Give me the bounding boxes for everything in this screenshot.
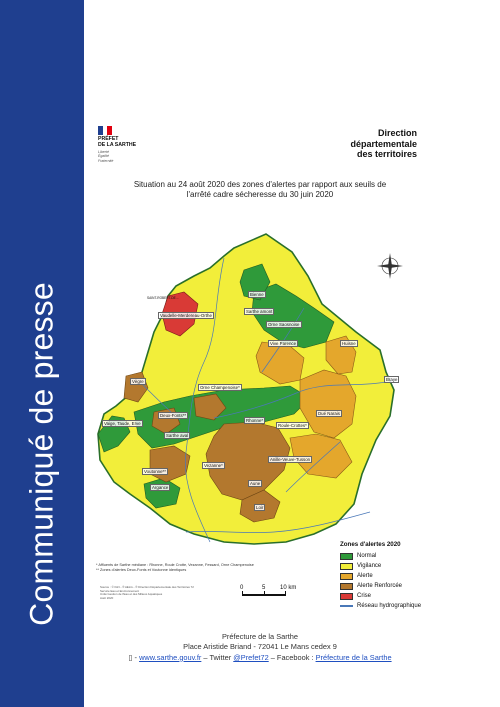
footer-line-1: Préfecture de la Sarthe	[221, 632, 298, 641]
direction-heading	[297, 128, 417, 160]
credit-line: Service Eau et Environnement	[100, 588, 140, 593]
zone-label: Argance	[152, 485, 169, 490]
legend-item-network	[340, 601, 450, 611]
prefet-logo	[98, 126, 158, 163]
commune-label: SAINT-ROBERT-DE...	[147, 296, 179, 300]
scale-tick	[285, 591, 286, 596]
zone-label: Sarthe amont	[246, 309, 273, 314]
zone-label: Vezanne*	[204, 463, 223, 468]
credit-line: Source : © IGN - ® AELG - ® Direction Départementale des Territoires 72	[100, 585, 194, 589]
zone-label: Bienne	[250, 292, 264, 297]
legend-label: Alerte	[357, 573, 373, 579]
scale-label: 0	[240, 585, 244, 591]
legend-item-crise	[340, 591, 450, 601]
zone-label: Braye	[386, 377, 398, 382]
zone-label: Loir	[256, 505, 264, 510]
legend-swatch	[340, 553, 353, 560]
footnote: * Affluents de Sarthe médiane : Rhonne, Roule Crotte, Vezanne, Fessard, Orne Champenoise	[96, 563, 254, 567]
logo-line-2: DE LA SARTHE	[98, 141, 137, 148]
zone-label: Rhonne*	[246, 418, 264, 423]
map-title-line-2: l'arrêté cadre sécheresse du 30 juin 2020	[186, 190, 334, 199]
map-title	[110, 180, 410, 200]
legend-title: Zones d'alertes 2020	[340, 541, 401, 548]
map-title-line-1: Situation au 24 août 2020 des zones d'alertes par rapport aux seuils de	[133, 180, 387, 189]
legend-label: Réseau hydrographique	[357, 603, 422, 609]
footer-line-2: Place Aristide Briand - 72041 Le Mans cedex 9	[183, 642, 337, 652]
river-line-icon	[340, 605, 353, 607]
twitter-prefix: – Twitter	[201, 652, 234, 662]
web-icon: ▯ -	[128, 652, 140, 662]
scale-tick	[264, 591, 265, 596]
scale-tick	[242, 591, 243, 596]
zone-label: Anille-Veuve-Tusson	[270, 457, 311, 462]
legend-item-alerte-renforcee	[340, 581, 450, 591]
zone-label: Huisne	[342, 341, 356, 346]
scale-label: 10 km	[280, 585, 297, 591]
map-legend	[340, 541, 450, 611]
motto-line: Liberté	[98, 150, 109, 155]
facebook-prefix: – Facebook :	[268, 652, 316, 662]
logo-line-1: PRÉFET	[98, 136, 119, 142]
direction-line-3: des territoires	[356, 149, 417, 159]
footer-links	[110, 653, 410, 663]
side-band	[0, 0, 84, 707]
legend-swatch	[340, 583, 353, 590]
zone-label: Deux-Fonts**	[160, 413, 187, 418]
motto-line: Égalité	[98, 154, 109, 159]
legend-swatch	[340, 563, 353, 570]
direction-line-2: départementale	[350, 138, 417, 149]
drought-zones-map	[94, 212, 412, 562]
map-credits	[100, 586, 220, 600]
zone-label: Orne Saosnoise	[268, 322, 300, 327]
zone-label: Vive Parence	[270, 341, 297, 346]
zone-label: Dué Narais	[318, 411, 340, 416]
french-flag-icon	[98, 126, 112, 135]
scale-bar	[238, 585, 298, 603]
legend-swatch	[340, 593, 353, 600]
legend-item-vigilance	[340, 561, 450, 571]
legend-item-normal	[340, 551, 450, 561]
page-footer	[110, 632, 410, 663]
legend-label: Normal	[357, 553, 377, 559]
facebook-link[interactable]: Préfecture de la Sarthe	[315, 652, 392, 662]
direction-line-1: Direction	[377, 128, 417, 138]
footnote: ** Zones d'alertes Deux-Fonts et Voutonne identiques	[96, 568, 187, 572]
map-footnotes	[96, 563, 336, 573]
zone-label: Orne Champenoise*	[200, 385, 240, 390]
legend-item-alerte	[340, 571, 450, 581]
compass-rose-icon	[377, 253, 403, 279]
zone-label: Roule-Crottes*	[278, 423, 307, 428]
credit-line: Août 2020	[100, 595, 114, 600]
legend-label: Vigilance	[357, 563, 382, 569]
zone-label: Vaige, Taude, Erve	[104, 421, 141, 426]
motto-line: Fraternité	[98, 158, 114, 163]
legend-label: Crise	[357, 593, 372, 599]
legend-label: Alerte Renforcée	[357, 583, 403, 589]
website-link[interactable]: www.sarthe.gouv.fr	[139, 652, 202, 662]
zone-label: Vaudelle-Merdereau-Orthe	[160, 313, 212, 318]
scale-label: 5	[262, 585, 266, 591]
zone-label: Sarthe aval	[166, 433, 189, 438]
legend-swatch	[340, 573, 353, 580]
press-release-title: Communiqué de presse	[23, 282, 60, 626]
republic-motto	[98, 150, 158, 163]
department-map-svg	[94, 212, 412, 562]
credit-line: Unité Gestion de l'Eau et des Milieux Aquatiques	[100, 592, 163, 597]
zone-label: Vègre	[132, 379, 144, 384]
zone-label: Voutonne**	[144, 469, 166, 474]
zone-label: Aune	[250, 481, 261, 486]
twitter-link[interactable]: @Prefet72	[233, 652, 269, 662]
